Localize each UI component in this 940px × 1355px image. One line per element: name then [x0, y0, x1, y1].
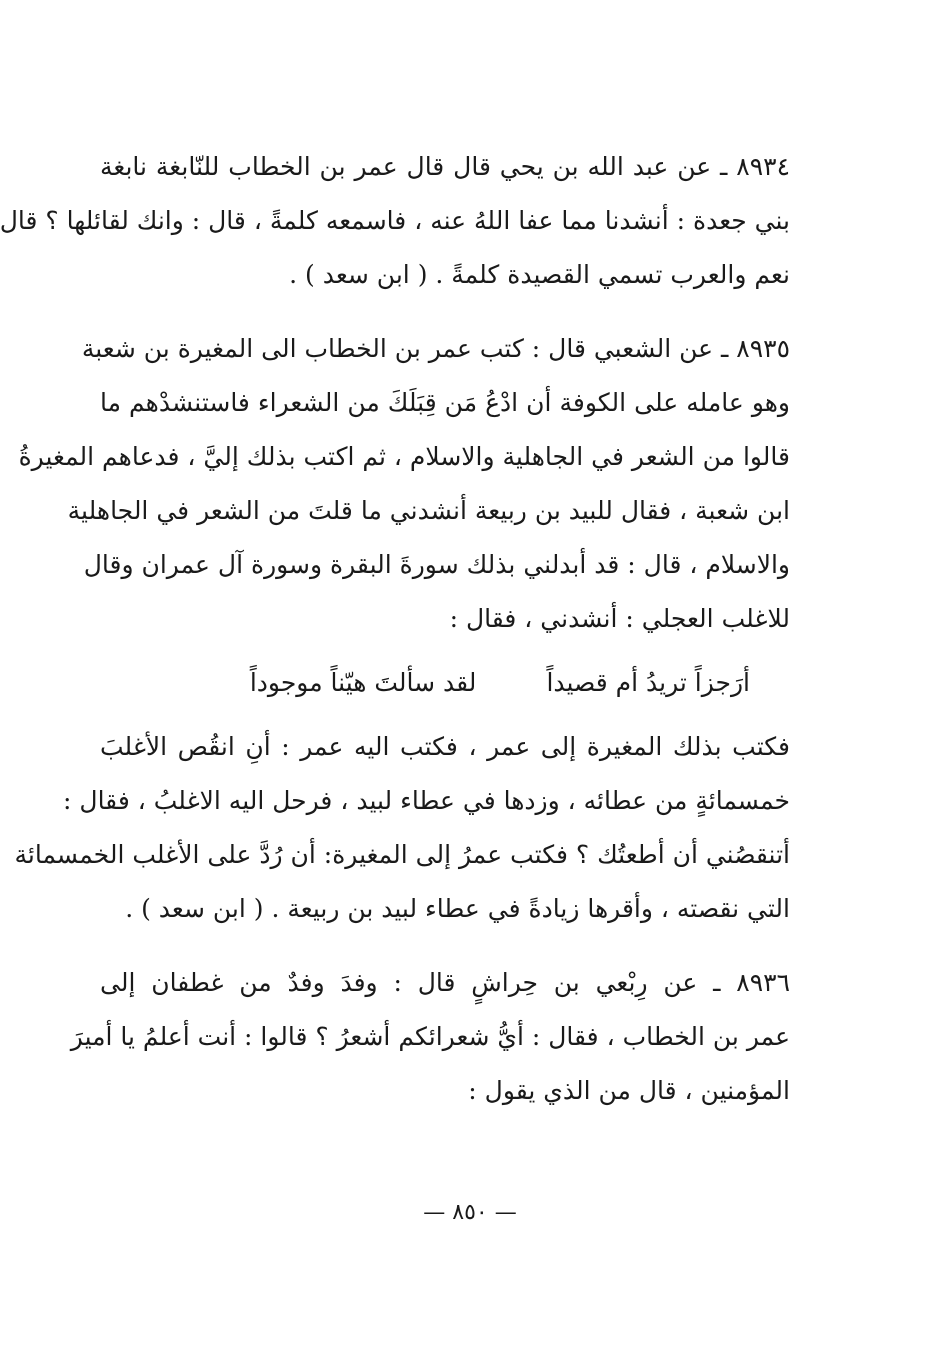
entry-8935 — [18, 322, 790, 646]
text-line: قالوا من الشعر في الجاهلية والاسلام ، ثم اكتب بذلك إليَّ ، فدعاهم المغيرةُ — [18, 442, 790, 471]
entry-8934 — [0, 140, 790, 302]
text-line: عمر بن الخطاب ، فقال : أيُّ شعرائكم أشعرُ ؟ قالوا : أنت أعلمُ يا أميرَ — [70, 1022, 790, 1051]
verse-first-hemistich: أرَجزاً تريدُ أم قصيداً — [546, 668, 750, 697]
text-line: نعم والعرب تسمي القصيدة كلمةً . ( ابن سعد ) . — [289, 260, 790, 289]
verse-second-hemistich: لقد سألتَ هيّناً موجوداً — [249, 668, 477, 697]
entry-8935-continued — [14, 720, 790, 936]
text-line: ٨٩٣٦ ـ عن رِبْعي بن حِراشٍ قال : وفدَ وفدٌ من غطفان إلى — [100, 968, 790, 997]
text-line: أتنقصُني أن أطعتُك ؟ فكتب عمرُ إلى المغيرة: أن رُدَّ على الأغلب الخمسمائة — [14, 840, 790, 869]
text-line: للاغلب العجلي : أنشدني ، فقال : — [449, 604, 790, 633]
text-line: والاسلام ، قال : قد أبدلني بذلك سورةَ البقرة وسورة آل عمران وقال — [83, 550, 790, 579]
text-line: خمسمائةٍ من عطائه ، وزدها في عطاء لبيد ، فرحل اليه الاغلبُ ، فقال : — [63, 786, 790, 815]
text-line: فكتب بذلك المغيرة إلى عمر ، فكتب اليه عمر : أنِ انقُص الأغلبَ — [100, 732, 790, 761]
text-line: التي نقصته ، وأقرها زيادةً في عطاء لبيد بن ربيعة . ( ابن سعد ) . — [125, 894, 790, 923]
text-line: وهو عامله على الكوفة أن ادْعُ مَن قِبَلَكَ من الشعراء فاستنشدْهم ما — [100, 388, 790, 417]
text-line: بني جعدة : أنشدنا مما عفا اللهُ عنه ، فاسمعه كلمةً ، قال : وانك لقائلها ؟ قال — [0, 206, 790, 235]
text-line: ابن شعبة ، فقال للبيد بن ربيعة أنشدني ما قلتَ من الشعر في الجاهلية — [67, 496, 790, 525]
page-number: — ٨٥٠ — — [423, 1200, 517, 1225]
entry-8936 — [70, 956, 790, 1118]
text-line: ٨٩٣٥ ـ عن الشعبي قال : كتب عمر بن الخطاب الى المغيرة بن شعبة — [81, 334, 790, 363]
text-line: ٨٩٣٤ ـ عن عبد الله بن يحي قال قال عمر بن الخطاب للنّابغة نابغة — [100, 152, 790, 181]
poem-verse — [100, 656, 790, 710]
text-line: المؤمنين ، قال من الذي يقول : — [468, 1076, 790, 1105]
document-body — [0, 140, 790, 1138]
